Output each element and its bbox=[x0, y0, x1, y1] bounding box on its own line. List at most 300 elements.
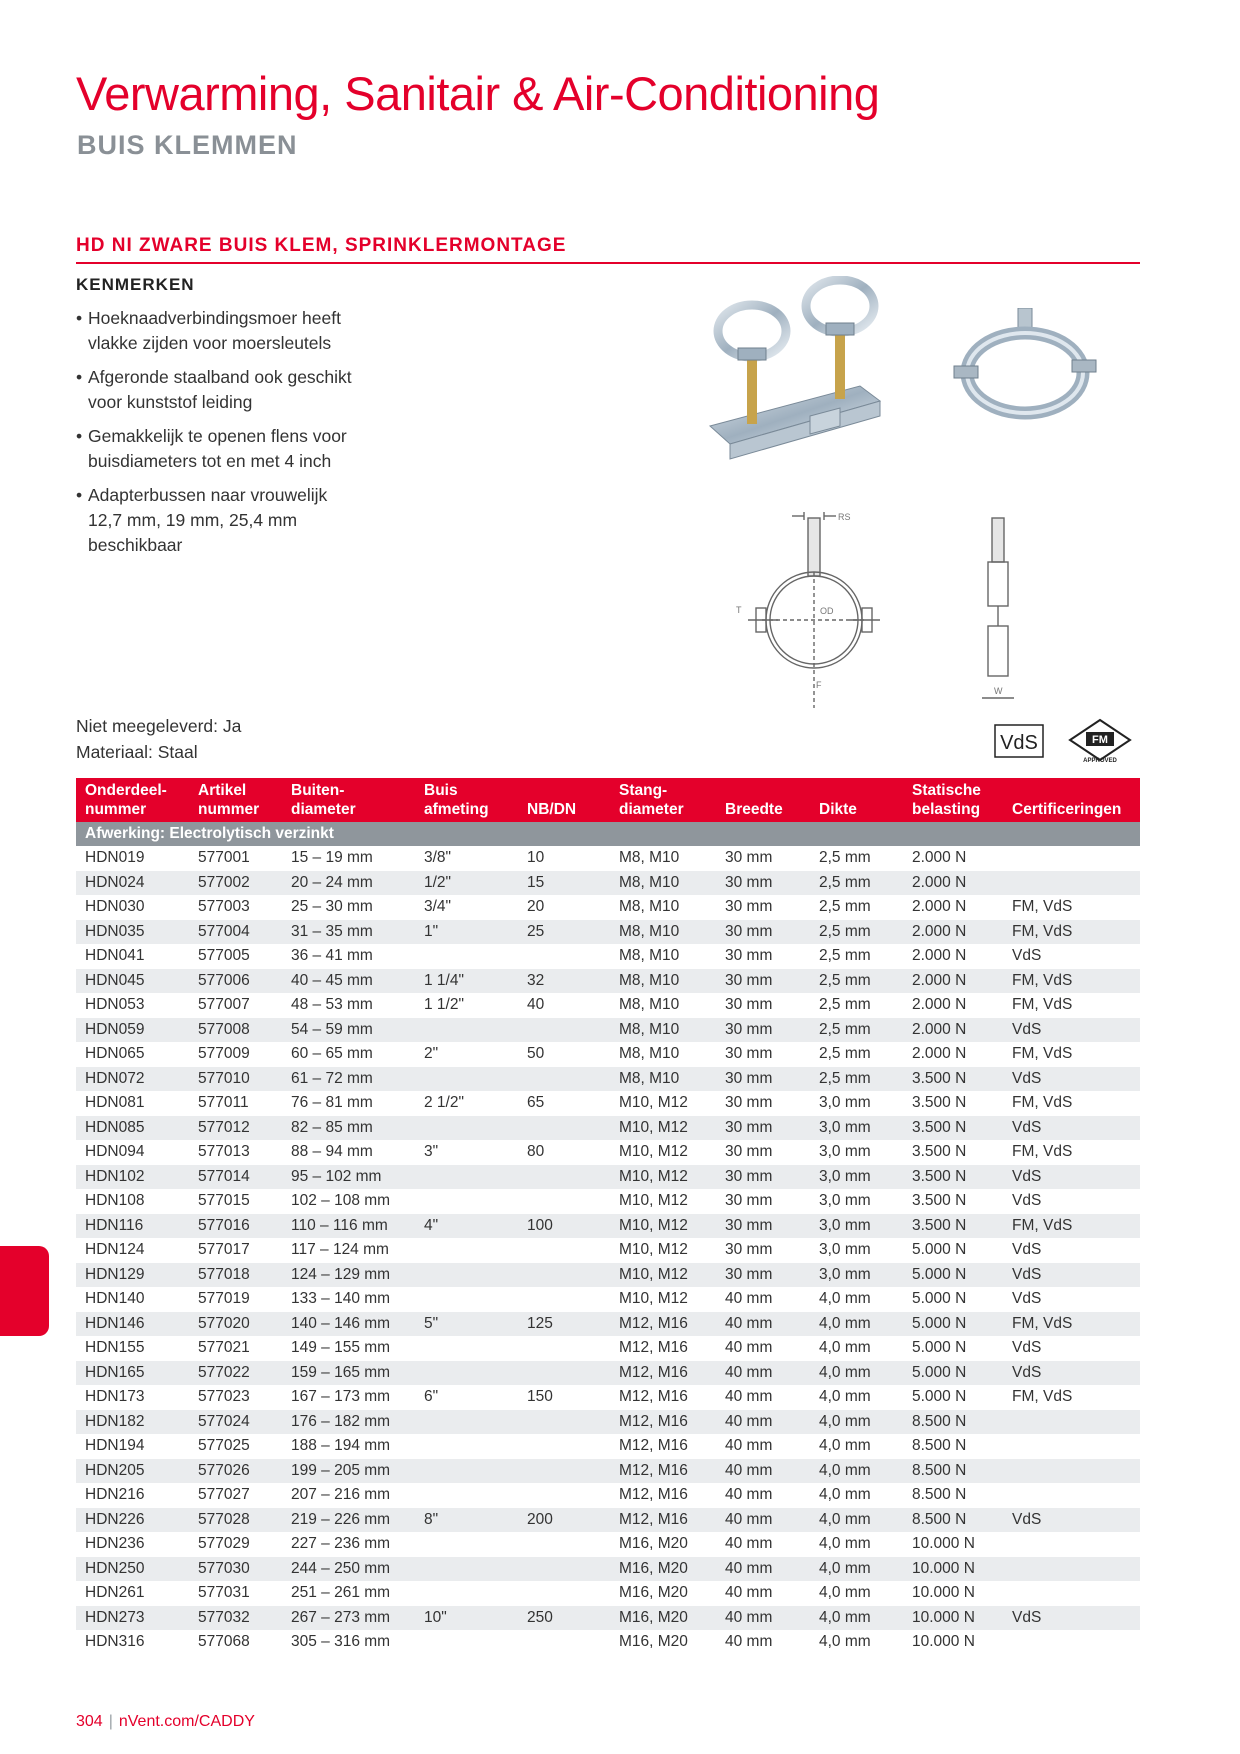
feature-text-line: Gemakkelijk te openen flens voor bbox=[88, 426, 347, 446]
table-cell: VdS bbox=[1003, 1018, 1140, 1043]
table-cell: M10, M12 bbox=[619, 1143, 688, 1160]
table-cell: M10, M12 bbox=[619, 1290, 688, 1307]
table-header-cell bbox=[189, 778, 282, 822]
table-cell: 2.000 N bbox=[903, 1018, 1003, 1043]
table-cell bbox=[415, 1336, 518, 1361]
table-cell bbox=[1003, 1483, 1140, 1508]
table-cell bbox=[1003, 1581, 1140, 1606]
table-cell: 30 mm bbox=[725, 947, 773, 964]
table-cell: 4,0 mm bbox=[819, 1290, 871, 1307]
table-cell: 6" bbox=[424, 1388, 439, 1405]
table-cell: FM, VdS bbox=[1003, 969, 1140, 994]
table-cell: VdS bbox=[1003, 1165, 1140, 1190]
table-cell: 117 – 124 mm bbox=[291, 1241, 389, 1258]
feature-text-line: buisdiameters tot en met 4 inch bbox=[88, 451, 332, 471]
table-cell: 577014 bbox=[189, 1165, 282, 1190]
table-cell: HDN194 bbox=[85, 1437, 145, 1454]
table-cell: VdS bbox=[1012, 947, 1042, 964]
table-cell: 188 – 194 mm bbox=[291, 1437, 391, 1454]
table-cell: 4,0 mm bbox=[819, 1437, 871, 1454]
table-cell: 8.500 N bbox=[903, 1410, 1003, 1435]
table-cell: 4,0 mm bbox=[810, 1459, 903, 1484]
drawing-label-t: T bbox=[736, 605, 742, 615]
bullet-icon: • bbox=[76, 367, 83, 387]
feature-text-line: Hoeknaadverbindingsmoer heeft bbox=[88, 308, 341, 328]
table-group-label: Afwerking: Electrolytisch verzinkt bbox=[76, 822, 1140, 846]
page-footer bbox=[76, 1713, 255, 1731]
table-cell: 100 bbox=[518, 1214, 610, 1239]
table-cell: M8, M10 bbox=[610, 969, 716, 994]
table-cell: 40 mm bbox=[725, 1290, 773, 1307]
table-cell: 25 – 30 mm bbox=[291, 898, 373, 915]
table-cell: 95 – 102 mm bbox=[282, 1165, 415, 1190]
table-cell: VdS bbox=[1012, 1192, 1042, 1209]
table-group-row bbox=[76, 822, 1140, 846]
table-cell: 577018 bbox=[189, 1263, 282, 1288]
feature-text-line: Adapterbussen naar vrouwelijk bbox=[88, 485, 328, 505]
table-cell: 4" bbox=[415, 1214, 518, 1239]
table-cell: 40 – 45 mm bbox=[282, 969, 415, 994]
table-cell: HDN216 bbox=[85, 1486, 145, 1503]
table-cell bbox=[518, 1165, 610, 1190]
table-cell: 227 – 236 mm bbox=[291, 1535, 391, 1552]
table-cell: FM, VdS bbox=[1012, 1388, 1073, 1405]
table-cell: 76 – 81 mm bbox=[291, 1094, 373, 1111]
table-cell: 3.500 N bbox=[903, 1067, 1003, 1092]
table-cell: 140 – 146 mm bbox=[282, 1312, 415, 1337]
table-cell: M10, M12 bbox=[610, 1116, 716, 1141]
bullet-icon: • bbox=[76, 426, 83, 446]
table-cell bbox=[415, 1165, 518, 1190]
table-cell: M10, M12 bbox=[610, 1263, 716, 1288]
table-cell: HDN041 bbox=[85, 947, 145, 964]
table-cell: 2,5 mm bbox=[819, 947, 871, 964]
table-cell: HDN129 bbox=[76, 1263, 189, 1288]
spec-table bbox=[76, 778, 1140, 1655]
table-cell: 30 mm bbox=[716, 1067, 810, 1092]
table-header-cell bbox=[415, 778, 518, 822]
table-cell bbox=[1003, 1532, 1140, 1557]
table-cell: 3,0 mm bbox=[810, 1263, 903, 1288]
header-text: Certificeringen bbox=[1012, 801, 1122, 818]
table-cell: 4,0 mm bbox=[819, 1633, 871, 1650]
table-cell: 159 – 165 mm bbox=[282, 1361, 415, 1386]
table-cell: 251 – 261 mm bbox=[291, 1584, 391, 1601]
table-header-cell bbox=[1003, 778, 1140, 822]
table-cell: 150 bbox=[527, 1388, 553, 1405]
table-row bbox=[76, 1091, 1140, 1116]
table-row bbox=[76, 1630, 1140, 1655]
table-cell bbox=[518, 1459, 610, 1484]
table-row bbox=[76, 1312, 1140, 1337]
table-cell bbox=[518, 1263, 610, 1288]
vds-logo bbox=[994, 724, 1044, 758]
table-cell: 8.500 N bbox=[903, 1459, 1003, 1484]
feature-text-line: voor kunststof leiding bbox=[88, 392, 253, 412]
table-row bbox=[76, 1336, 1140, 1361]
table-cell: HDN273 bbox=[76, 1606, 189, 1631]
table-cell bbox=[518, 1434, 610, 1459]
table-cell bbox=[415, 1287, 518, 1312]
table-cell: HDN081 bbox=[85, 1094, 145, 1111]
table-header-cell bbox=[610, 778, 716, 822]
table-cell: HDN094 bbox=[85, 1143, 145, 1160]
table-cell bbox=[518, 1557, 610, 1582]
fm-logo-text: FM bbox=[1092, 734, 1108, 746]
table-cell: 10 bbox=[527, 849, 545, 866]
table-cell bbox=[415, 1263, 518, 1288]
table-cell: 40 mm bbox=[716, 1312, 810, 1337]
table-cell: 176 – 182 mm bbox=[282, 1410, 415, 1435]
table-cell: 5" bbox=[415, 1312, 518, 1337]
table-cell: 2,5 mm bbox=[810, 920, 903, 945]
table-row bbox=[76, 1532, 1140, 1557]
table-cell: 30 mm bbox=[716, 969, 810, 994]
table-cell bbox=[518, 1116, 610, 1141]
table-cell: 3.500 N bbox=[903, 1116, 1003, 1141]
table-cell: 207 – 216 mm bbox=[291, 1486, 391, 1503]
table-cell: 30 mm bbox=[716, 1263, 810, 1288]
table-cell: 40 mm bbox=[725, 1633, 773, 1650]
table-cell bbox=[415, 1459, 518, 1484]
table-row bbox=[76, 1287, 1140, 1312]
table-cell: 2" bbox=[424, 1045, 439, 1062]
table-cell: FM, VdS bbox=[1012, 1094, 1073, 1111]
table-cell: 30 mm bbox=[716, 920, 810, 945]
table-cell: 3,0 mm bbox=[819, 1241, 871, 1258]
table-cell: M16, M20 bbox=[619, 1633, 688, 1650]
table-cell: M12, M16 bbox=[610, 1312, 716, 1337]
header-text: belasting bbox=[912, 801, 981, 818]
table-cell: 199 – 205 mm bbox=[282, 1459, 415, 1484]
table-cell: VdS bbox=[1003, 1508, 1140, 1533]
table-row bbox=[76, 895, 1140, 920]
header-text: afmeting bbox=[424, 801, 489, 818]
table-cell: 48 – 53 mm bbox=[291, 996, 373, 1013]
table-cell: 250 bbox=[518, 1606, 610, 1631]
table-cell: 30 mm bbox=[725, 898, 773, 915]
table-cell: VdS bbox=[1003, 1263, 1140, 1288]
features-list bbox=[76, 306, 406, 567]
table-cell: 3,0 mm bbox=[819, 1094, 871, 1111]
table-cell: 61 – 72 mm bbox=[282, 1067, 415, 1092]
table-cell: 577003 bbox=[198, 898, 250, 915]
table-cell: 2,5 mm bbox=[810, 969, 903, 994]
table-cell: 4,0 mm bbox=[819, 1486, 871, 1503]
table-cell: 577023 bbox=[198, 1388, 250, 1405]
table-cell: 4,0 mm bbox=[810, 1557, 903, 1582]
section-divider bbox=[76, 262, 1140, 264]
table-cell: 30 mm bbox=[725, 1143, 773, 1160]
table-cell: 8.500 N bbox=[912, 1437, 967, 1454]
table-cell: FM, VdS bbox=[1012, 1045, 1073, 1062]
table-cell: 4,0 mm bbox=[810, 1361, 903, 1386]
table-cell: 3/4" bbox=[424, 898, 452, 915]
table-cell: HDN124 bbox=[85, 1241, 145, 1258]
table-cell: 167 – 173 mm bbox=[291, 1388, 391, 1405]
table-cell: 40 mm bbox=[725, 1437, 773, 1454]
table-cell bbox=[1003, 1557, 1140, 1582]
table-cell: HDN316 bbox=[85, 1633, 145, 1650]
header-text: nummer bbox=[85, 801, 147, 818]
table-cell: 8.500 N bbox=[912, 1486, 967, 1503]
table-cell bbox=[415, 1410, 518, 1435]
table-cell: M12, M16 bbox=[610, 1410, 716, 1435]
table-cell: 80 bbox=[527, 1143, 545, 1160]
table-row bbox=[76, 1214, 1140, 1239]
table-cell: M16, M20 bbox=[619, 1535, 688, 1552]
table-cell: 577017 bbox=[198, 1241, 250, 1258]
table-cell: FM, VdS bbox=[1003, 920, 1140, 945]
table-cell: 577068 bbox=[198, 1633, 250, 1650]
material-note: Materiaal: Staal bbox=[76, 742, 198, 762]
table-header-cell bbox=[518, 778, 610, 822]
table-cell: 10.000 N bbox=[903, 1606, 1003, 1631]
table-row bbox=[76, 969, 1140, 994]
header-text: Onderdeel- bbox=[85, 782, 167, 799]
table-cell bbox=[415, 944, 518, 969]
table-cell: 3,0 mm bbox=[810, 1214, 903, 1239]
feature-item bbox=[76, 483, 406, 558]
table-cell: 25 bbox=[518, 920, 610, 945]
table-cell: 8.500 N bbox=[903, 1508, 1003, 1533]
table-row bbox=[76, 1189, 1140, 1214]
table-cell: 577011 bbox=[198, 1094, 249, 1111]
table-cell: 30 mm bbox=[725, 1045, 773, 1062]
table-cell: 30 mm bbox=[725, 1192, 773, 1209]
table-cell bbox=[518, 1630, 610, 1655]
vds-logo-text: VdS bbox=[1000, 732, 1038, 754]
table-cell: 3,0 mm bbox=[810, 1116, 903, 1141]
table-cell: FM, VdS bbox=[1012, 996, 1073, 1013]
table-cell: 2,5 mm bbox=[810, 871, 903, 896]
table-cell: 3,0 mm bbox=[810, 1165, 903, 1190]
feature-item bbox=[76, 306, 406, 356]
table-row bbox=[76, 1385, 1140, 1410]
table-cell: 3,0 mm bbox=[819, 1192, 871, 1209]
table-cell bbox=[518, 944, 610, 969]
table-cell: M12, M16 bbox=[619, 1486, 688, 1503]
table-row bbox=[76, 1581, 1140, 1606]
table-cell: 219 – 226 mm bbox=[282, 1508, 415, 1533]
table-cell: 2.000 N bbox=[912, 996, 967, 1013]
table-header-cell bbox=[810, 778, 903, 822]
table-cell: M8, M10 bbox=[619, 849, 680, 866]
table-row bbox=[76, 944, 1140, 969]
table-cell: 40 mm bbox=[725, 1486, 773, 1503]
table-cell: 4,0 mm bbox=[810, 1312, 903, 1337]
table-cell: 3.500 N bbox=[912, 1143, 967, 1160]
table-cell: M8, M10 bbox=[610, 920, 716, 945]
table-cell: VdS bbox=[1003, 1067, 1140, 1092]
table-header-cell bbox=[903, 778, 1003, 822]
table-cell: 8" bbox=[415, 1508, 518, 1533]
table-cell: M10, M12 bbox=[619, 1241, 688, 1258]
table-cell: 30 mm bbox=[716, 871, 810, 896]
table-cell: 577027 bbox=[198, 1486, 250, 1503]
table-cell: HDN165 bbox=[76, 1361, 189, 1386]
table-row bbox=[76, 1459, 1140, 1484]
table-cell: 577032 bbox=[189, 1606, 282, 1631]
table-cell: 3.500 N bbox=[903, 1214, 1003, 1239]
table-cell: HDN085 bbox=[76, 1116, 189, 1141]
table-cell: 577001 bbox=[198, 849, 250, 866]
table-cell bbox=[518, 1581, 610, 1606]
table-cell: 577015 bbox=[198, 1192, 250, 1209]
table-cell: 577008 bbox=[189, 1018, 282, 1043]
table-cell: 577002 bbox=[189, 871, 282, 896]
table-cell: 5.000 N bbox=[903, 1361, 1003, 1386]
table-cell: HDN182 bbox=[76, 1410, 189, 1435]
table-cell: FM, VdS bbox=[1012, 898, 1073, 915]
section-tab-marker bbox=[0, 1246, 49, 1336]
table-cell bbox=[518, 1532, 610, 1557]
feature-item bbox=[76, 424, 406, 474]
table-cell: 577013 bbox=[198, 1143, 250, 1160]
table-cell: 110 – 116 mm bbox=[282, 1214, 415, 1239]
table-cell: 577026 bbox=[189, 1459, 282, 1484]
table-cell: 1 1/4" bbox=[415, 969, 518, 994]
table-cell: FM, VdS bbox=[1003, 1312, 1140, 1337]
header-text: Dikte bbox=[819, 801, 857, 818]
table-cell bbox=[415, 1018, 518, 1043]
table-row bbox=[76, 1042, 1140, 1067]
table-cell: 54 – 59 mm bbox=[282, 1018, 415, 1043]
table-cell: M10, M12 bbox=[610, 1165, 716, 1190]
table-cell: M12, M16 bbox=[610, 1459, 716, 1484]
table-cell: 4,0 mm bbox=[819, 1584, 871, 1601]
table-cell: 5.000 N bbox=[912, 1388, 967, 1405]
table-cell bbox=[415, 1361, 518, 1386]
header-text: Buis bbox=[424, 782, 458, 799]
header-text: NB/DN bbox=[527, 801, 577, 818]
table-cell: 125 bbox=[518, 1312, 610, 1337]
table-cell: HDN155 bbox=[85, 1339, 145, 1356]
features-heading: KENMERKEN bbox=[76, 275, 195, 294]
bullet-icon: • bbox=[76, 308, 83, 328]
table-cell: 30 mm bbox=[725, 1241, 773, 1258]
table-cell: 40 mm bbox=[716, 1361, 810, 1386]
table-cell: 60 – 65 mm bbox=[291, 1045, 373, 1062]
table-row bbox=[76, 920, 1140, 945]
table-cell bbox=[518, 1410, 610, 1435]
table-row bbox=[76, 871, 1140, 896]
table-cell: 10" bbox=[415, 1606, 518, 1631]
product-photo-pipe-clamp bbox=[950, 308, 1110, 428]
table-cell: 2.000 N bbox=[903, 920, 1003, 945]
table-header-cell bbox=[716, 778, 810, 822]
table-cell: HDN065 bbox=[85, 1045, 145, 1062]
table-cell bbox=[415, 1581, 518, 1606]
table-cell: 40 mm bbox=[725, 1339, 773, 1356]
table-cell bbox=[415, 1434, 518, 1459]
table-cell: 30 mm bbox=[725, 996, 773, 1013]
table-cell: M12, M16 bbox=[610, 1361, 716, 1386]
table-cell: 5.000 N bbox=[912, 1241, 967, 1258]
header-text: Breedte bbox=[725, 801, 783, 818]
table-cell: M8, M10 bbox=[610, 1067, 716, 1092]
table-cell: 577025 bbox=[198, 1437, 250, 1454]
table-cell: HDN250 bbox=[76, 1557, 189, 1582]
table-cell: 10.000 N bbox=[912, 1633, 975, 1650]
table-cell bbox=[518, 1238, 610, 1263]
table-cell: 3.500 N bbox=[912, 1192, 967, 1209]
table-cell: 2,5 mm bbox=[819, 849, 871, 866]
table-cell: 40 mm bbox=[716, 1459, 810, 1484]
table-cell bbox=[1003, 1630, 1140, 1655]
table-cell: 10.000 N bbox=[903, 1557, 1003, 1582]
table-cell: M8, M10 bbox=[619, 898, 680, 915]
table-row bbox=[76, 1606, 1140, 1631]
table-cell bbox=[415, 1532, 518, 1557]
footer-separator: | bbox=[108, 1713, 113, 1730]
product-photo-channel-clamp bbox=[700, 276, 910, 476]
table-cell: VdS bbox=[1012, 1339, 1042, 1356]
table-cell: 2.000 N bbox=[903, 871, 1003, 896]
table-cell: HDN236 bbox=[85, 1535, 145, 1552]
table-cell: HDN035 bbox=[76, 920, 189, 945]
table-row bbox=[76, 1263, 1140, 1288]
table-cell: 4,0 mm bbox=[819, 1339, 871, 1356]
table-cell: 2.000 N bbox=[912, 1045, 967, 1062]
table-cell: M12, M16 bbox=[610, 1508, 716, 1533]
header-text: diameter bbox=[291, 801, 356, 818]
table-row bbox=[76, 1140, 1140, 1165]
table-cell: 133 – 140 mm bbox=[291, 1290, 391, 1307]
table-row bbox=[76, 1483, 1140, 1508]
table-cell: 577024 bbox=[189, 1410, 282, 1435]
table-cell: 577022 bbox=[189, 1361, 282, 1386]
table-cell: 1" bbox=[415, 920, 518, 945]
table-cell: HDN108 bbox=[85, 1192, 145, 1209]
table-row bbox=[76, 1067, 1140, 1092]
table-cell: 2,5 mm bbox=[810, 1018, 903, 1043]
table-cell: HDN030 bbox=[85, 898, 145, 915]
drawing-label-f: F bbox=[816, 680, 822, 690]
table-cell: M8, M10 bbox=[619, 947, 680, 964]
table-cell: M10, M12 bbox=[619, 1094, 688, 1111]
table-row bbox=[76, 993, 1140, 1018]
table-cell: 200 bbox=[518, 1508, 610, 1533]
section-title: HD NI ZWARE BUIS KLEM, SPRINKLERMONTAGE bbox=[76, 235, 567, 256]
table-cell: 1/2" bbox=[415, 871, 518, 896]
table-cell: 2.000 N bbox=[912, 849, 967, 866]
table-cell: 30 mm bbox=[716, 1018, 810, 1043]
table-cell: 4,0 mm bbox=[810, 1410, 903, 1435]
table-cell: 30 mm bbox=[725, 849, 773, 866]
drawing-label-rs: RS bbox=[838, 512, 851, 522]
table-row bbox=[76, 1018, 1140, 1043]
table-row bbox=[76, 1165, 1140, 1190]
table-cell: 5.000 N bbox=[903, 1263, 1003, 1288]
header-text: Statische bbox=[912, 782, 981, 799]
table-cell: 20 bbox=[527, 898, 545, 915]
table-row bbox=[76, 1361, 1140, 1386]
fm-logo-subtext: APPROVED bbox=[1083, 758, 1117, 764]
table-row bbox=[76, 846, 1140, 871]
feature-text-line: 12,7 mm, 19 mm, 25,4 mm bbox=[88, 510, 298, 530]
technical-drawing bbox=[700, 508, 1060, 708]
table-cell: 3" bbox=[424, 1143, 439, 1160]
feature-text-line: vlakke zijden voor moersleutels bbox=[88, 333, 332, 353]
table-cell: 2,5 mm bbox=[810, 1067, 903, 1092]
table-cell: 40 mm bbox=[716, 1508, 810, 1533]
table-cell bbox=[415, 1483, 518, 1508]
table-row bbox=[76, 1238, 1140, 1263]
table-header-cell bbox=[76, 778, 189, 822]
table-cell bbox=[415, 1238, 518, 1263]
table-cell: 40 mm bbox=[716, 1557, 810, 1582]
